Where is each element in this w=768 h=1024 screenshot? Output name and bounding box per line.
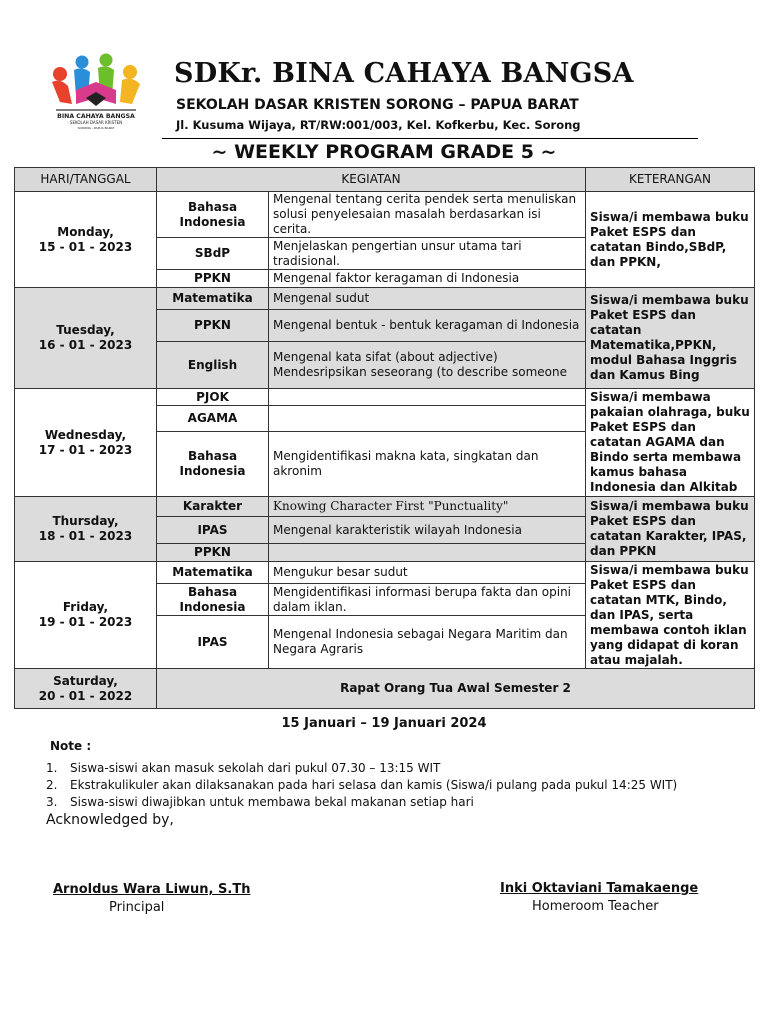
header-day-date: HARI/TANGGAL bbox=[15, 168, 157, 192]
activity-cell bbox=[269, 406, 586, 432]
day-name: Monday, bbox=[57, 224, 114, 239]
day-date: 15 - 01 - 2023 bbox=[38, 239, 133, 254]
activity-cell: Mengidentifikasi makna kata, singkatan dan akronim bbox=[269, 432, 586, 497]
day-date: 16 - 01 - 2023 bbox=[38, 338, 133, 352]
list-item bbox=[46, 777, 677, 794]
school-logo bbox=[46, 52, 146, 132]
day-name: Saturday, bbox=[53, 673, 118, 688]
day-date: 18 - 01 - 2023 bbox=[38, 529, 133, 543]
activity-cell: Mengenal karakteristik wilayah Indonesia bbox=[269, 517, 586, 544]
note-label: Note : bbox=[50, 739, 92, 753]
meeting-cell: Rapat Orang Tua Awal Semester 2 bbox=[157, 669, 755, 709]
school-subtitle: SEKOLAH DASAR KRISTEN SORONG – PAPUA BARAT bbox=[176, 97, 579, 113]
remarks-cell: Siswa/i membawa buku Paket ESPS dan catatan Karakter, IPAS, dan PPKN bbox=[586, 497, 755, 562]
table-header-row bbox=[15, 168, 755, 192]
logo-subtext: SEKOLAH DASAR KRISTEN bbox=[69, 120, 123, 125]
note-text: Siswa-siswi akan masuk sekolah dari pukul 07.30 – 13:15 WIT bbox=[70, 761, 441, 775]
acknowledged-by: Acknowledged by, bbox=[46, 812, 174, 828]
note-text: Siswa-siswi diwajibkan untuk membawa bekal makanan setiap hari bbox=[70, 795, 474, 809]
remarks-cell: Siswa/i membawa buku Paket ESPS dan catatan MTK, Bindo, dan IPAS, serta membawa contoh iklan yang didapat di koran atau majalah. bbox=[586, 562, 755, 669]
subject-cell: AGAMA bbox=[157, 406, 269, 432]
subject-cell: Matematika bbox=[157, 288, 269, 310]
day-cell bbox=[15, 389, 157, 497]
subject-cell: Bahasa Indonesia bbox=[157, 432, 269, 497]
subject-cell: IPAS bbox=[157, 616, 269, 669]
header-activity: KEGIATAN bbox=[157, 168, 586, 192]
table-row bbox=[15, 497, 755, 517]
activity-cell bbox=[269, 544, 586, 562]
subject-cell: PPKN bbox=[157, 544, 269, 562]
table-row bbox=[15, 562, 755, 584]
subject-cell: PJOK bbox=[157, 389, 269, 406]
subject-cell: PPKN bbox=[157, 270, 269, 288]
table-row bbox=[15, 389, 755, 406]
day-name: Thursday, bbox=[52, 514, 119, 528]
note-number: 3. bbox=[46, 795, 58, 809]
activity-cell: Mengenal Indonesia sebagai Negara Maritim dan Negara Agraris bbox=[269, 616, 586, 669]
principal-role: Principal bbox=[109, 900, 165, 915]
activity-cell: Menjelaskan pengertian unsur utama tari tradisional. bbox=[269, 238, 586, 270]
header-remarks: KETERANGAN bbox=[586, 168, 755, 192]
day-name: Friday, bbox=[62, 600, 109, 614]
notes-list bbox=[46, 760, 677, 811]
teacher-name: Inki Oktaviani Tamakaenge bbox=[500, 881, 699, 896]
activity-cell: Mengenal sudut bbox=[269, 288, 586, 310]
weekly-schedule-table bbox=[14, 167, 755, 709]
subject-cell: IPAS bbox=[157, 517, 269, 544]
header-divider bbox=[162, 138, 698, 139]
note-number: 2. bbox=[46, 778, 58, 792]
teacher-role: Homeroom Teacher bbox=[532, 899, 659, 914]
subject-cell: Matematika bbox=[157, 562, 269, 584]
day-cell bbox=[15, 288, 157, 389]
day-name: Tuesday, bbox=[56, 323, 115, 337]
day-cell bbox=[15, 669, 157, 709]
day-cell bbox=[15, 192, 157, 288]
day-cell bbox=[15, 562, 157, 669]
activity-cell: Mengenal kata sifat (about adjective) Mendesripsikan seseorang (to describe someone bbox=[269, 342, 586, 389]
logo-text: BINA CAHAYA BANGSA bbox=[57, 113, 135, 120]
table-row bbox=[15, 288, 755, 310]
activity-cell: Knowing Character First "Punctuality" bbox=[269, 497, 586, 517]
subject-cell: Bahasa Indonesia bbox=[157, 192, 269, 238]
remarks-cell: Siswa/i membawa buku Paket ESPS dan catatan Matematika,PPKN, modul Bahasa Inggris dan Kamus Bing bbox=[586, 288, 755, 389]
logo-subtext-region: SORONG - PAPUA BARAT bbox=[77, 126, 115, 130]
table-row bbox=[15, 192, 755, 238]
day-cell bbox=[15, 497, 157, 562]
note-text: Ekstrakulikuler akan dilaksanakan pada hari selasa dan kamis (Siswa/i pulang pada pukul 14:25 WIT) bbox=[70, 778, 678, 792]
remarks-cell: Siswa/i membawa buku Paket ESPS dan catatan Bindo,SBdP, dan PPKN, bbox=[586, 192, 755, 288]
subject-cell: Karakter bbox=[157, 497, 269, 517]
activity-cell: Mengukur besar sudut bbox=[269, 562, 586, 584]
day-date: 20 - 01 - 2022 bbox=[38, 688, 133, 703]
subject-cell: SBdP bbox=[157, 238, 269, 270]
note-number: 1. bbox=[46, 761, 58, 775]
program-title: ~ WEEKLY PROGRAM GRADE 5 ~ bbox=[211, 141, 557, 163]
day-date: 19 - 01 - 2023 bbox=[38, 615, 133, 629]
date-range: 15 Januari – 19 Januari 2024 bbox=[281, 716, 487, 731]
day-name: Wednesday, bbox=[44, 427, 127, 442]
activity-cell: Mengenal tentang cerita pendek serta menuliskan solusi penyelesaian masalah berdasarkan isi cerita. bbox=[269, 192, 586, 238]
school-address: Jl. Kusuma Wijaya, RT/RW:001/003, Kel. Kofkerbu, Kec. Sorong bbox=[176, 118, 581, 132]
subject-cell: Bahasa Indonesia bbox=[157, 584, 269, 616]
activity-cell: Mengenal bentuk - bentuk keragaman di Indonesia bbox=[269, 310, 586, 342]
subject-cell: PPKN bbox=[157, 310, 269, 342]
list-item bbox=[46, 760, 677, 777]
activity-cell: Mengenal faktor keragaman di Indonesia bbox=[269, 270, 586, 288]
subject-cell: English bbox=[157, 342, 269, 389]
day-date: 17 - 01 - 2023 bbox=[38, 442, 133, 457]
list-item bbox=[46, 794, 677, 811]
activity-cell: Mengidentifikasi informasi berupa fakta dan opini dalam iklan. bbox=[269, 584, 586, 616]
principal-name: Arnoldus Wara Liwun, S.Th bbox=[53, 882, 251, 897]
table-row bbox=[15, 669, 755, 709]
remarks-cell: Siswa/i membawa pakaian olahraga, buku Paket ESPS dan catatan AGAMA dan Bindo serta membawa kamus bahasa Indonesia dan Alkitab bbox=[586, 389, 755, 497]
activity-cell bbox=[269, 389, 586, 406]
school-name: SDKr. BINA CAHAYA BANGSA bbox=[174, 58, 634, 89]
